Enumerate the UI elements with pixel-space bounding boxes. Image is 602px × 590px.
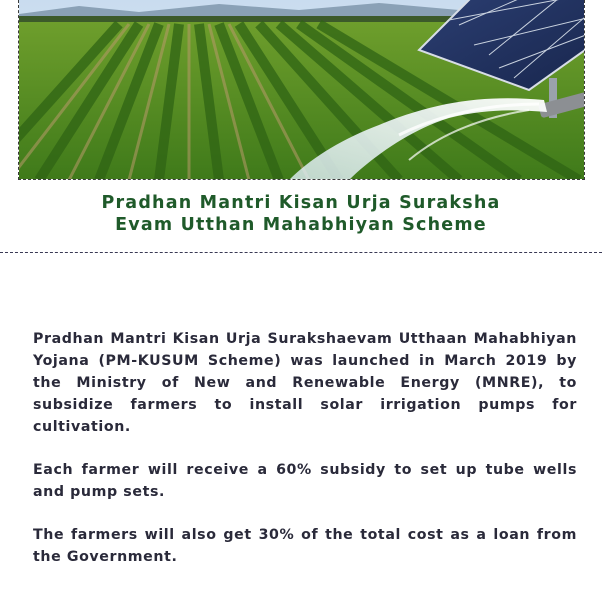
paragraph-subsidy: Each farmer will receive a 60% subsidy to set up tube wells and pump sets.: [33, 462, 577, 500]
title-line-1: Pradhan Mantri Kisan Urja Suraksha: [101, 193, 501, 213]
title-line-2: Evam Utthan Mahabhiyan Scheme: [115, 215, 487, 235]
paragraph-launch: Pradhan Mantri Kisan Urja Surakshaevam Utthaan Mahabhiyan Yojana (PM-KUSUM Scheme) was launched in March 2019 by the Ministry of New and Renewable Energy (MNRE), to subsidize farmers to install solar irrigation pumps for cultivation.: [33, 331, 577, 435]
hero-image: [18, 0, 585, 180]
page-title: [0, 192, 602, 236]
solar-pump-field-illustration: [19, 0, 585, 180]
paragraph-loan: The farmers will also get 30% of the total cost as a loan from the Government.: [33, 527, 577, 565]
section-divider: [0, 252, 602, 253]
scheme-description: [33, 328, 577, 589]
